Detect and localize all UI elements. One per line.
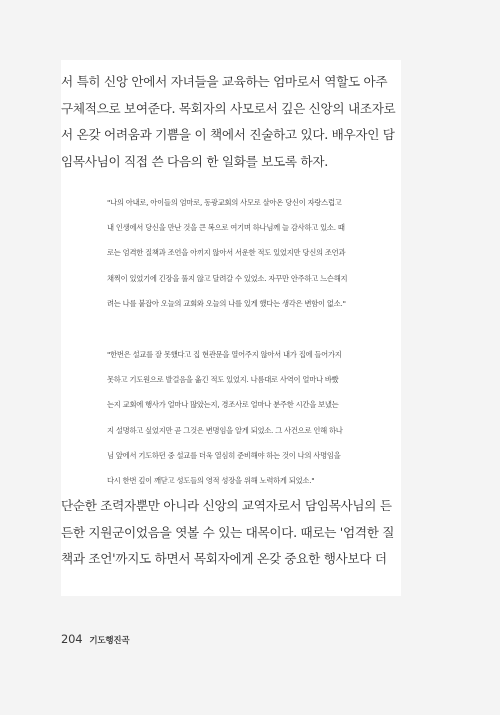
quote-line: 려는 나를 붙잡아 오늘의 교회와 오늘의 나를 있게 했다는 생각은 변함이 없소." [107,298,346,308]
page-footer [61,632,129,652]
text-line: 임목사님이 직접 쓴 다음의 한 일화를 보도록 하자. [61,153,328,169]
page-content [61,60,401,596]
quote-line: 다시 한번 깊이 깨닫고 성도들의 영적 성장을 위해 노력하게 되었소." [107,475,315,485]
quote-line: 못하고 기도원으로 발걸음을 옮긴 적도 있었지. 나름대로 사역이 얼마나 바빴 [107,375,339,385]
body-paragraph-top [61,69,401,175]
quote-line: 님 앞에서 기도하던 중 설교를 더욱 열심히 준비해야 하는 것이 나의 사명임을 [107,450,341,460]
page-number: 204 [61,632,83,646]
quote-line: 는지 교회에 행사가 얼마나 많았는지, 경조사로 얼마나 분주한 시간을 보냈는 [107,400,339,410]
text-line: 서 온갖 어려움과 기쁨을 이 책에서 진술하고 있다. 배우자인 담 [61,127,395,142]
book-title: 기도행진곡 [89,636,130,646]
quote-line: "한번은 설교를 잘 못했다고 집 현관문을 열어주지 않아서 내가 집에 들어가지 [107,350,342,359]
text-line: 책과 조언'까지도 하면서 목회자에게 온갖 중요한 행사보다 더 [61,551,387,566]
quote-line: "나의 아내로, 아이들의 엄마로, 동광교회의 사모로 살아온 당신이 자랑스럽고 [107,198,342,207]
quote-line: 로는 엄격한 질책과 조언을 아끼지 않아서 서운한 적도 있었지만 당신의 조언과 [107,248,346,258]
text-line: 구체적으로 보여준다. 목회자의 사모로서 깊은 신앙의 내조자로 [61,100,396,116]
block-quote-first [107,190,371,316]
text-line: 든한 지원군이었음을 엿볼 수 있는 대목이다. 때로는 '엄격한 질 [61,524,395,540]
quote-line: 내 인생에서 당신을 만난 것을 큰 복으로 여기며 하나님께 늘 감사하고 있소. 때 [107,223,345,233]
quote-line: 지 설명하고 싶었지만 곧 그것은 변명임을 알게 되었소. 그 사건으로 인해 하나 [107,425,343,435]
text-line: 서 특히 신앙 안에서 자녀들을 교육하는 엄마로서 역할도 아주 [61,74,388,89]
block-quote-second [107,342,371,493]
body-paragraph-bottom [61,493,401,573]
quote-line: 채찍이 있었기에 긴장을 풀지 않고 달려갈 수 있었소. 자꾸만 안주하고 느슨해지 [107,273,348,283]
text-line: 단순한 조력자뿐만 아니라 신앙의 교역자로서 담임목사님의 든 [61,498,392,513]
